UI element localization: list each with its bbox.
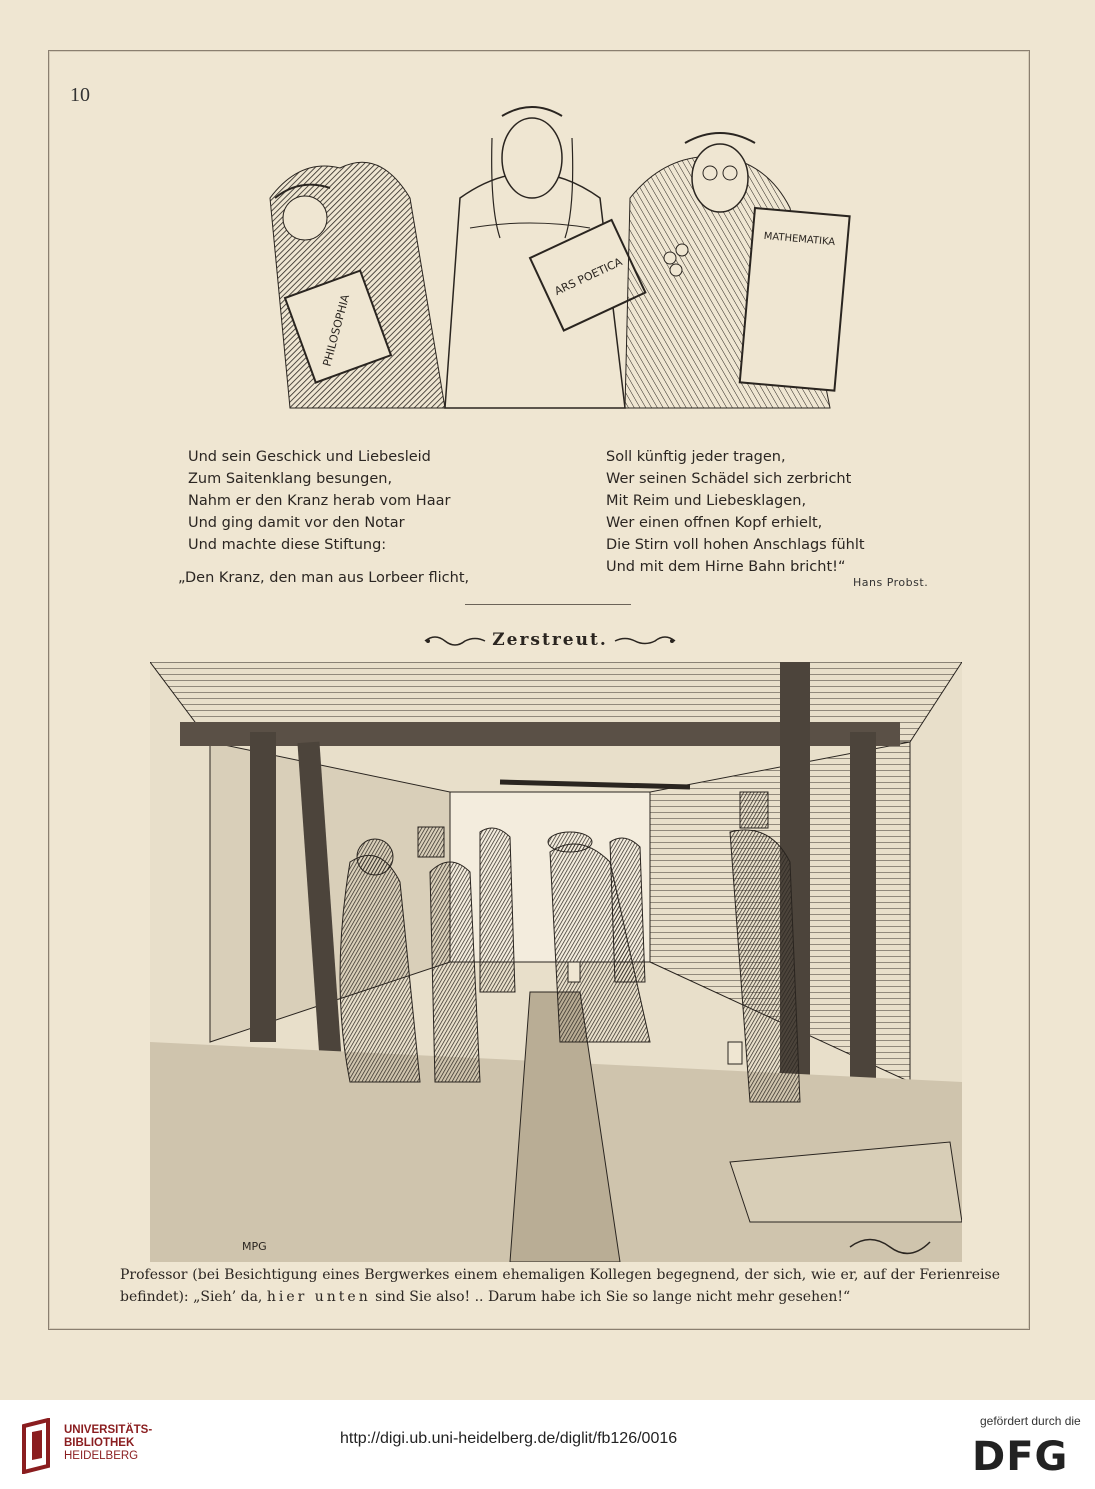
library-name-line-1: UNIVERSITÄTS- xyxy=(64,1424,153,1436)
right-ornament-icon xyxy=(610,628,680,654)
library-name-line-2: BIBLIOTHEK xyxy=(64,1437,135,1449)
poem-left-last-line: „Den Kranz, den man aus Lorbeer flicht, xyxy=(178,570,470,586)
philosopher-figure xyxy=(270,162,445,408)
dfg-logo: DFG xyxy=(972,1434,1069,1480)
mathematician-figure xyxy=(625,133,850,408)
poet-figure xyxy=(445,107,645,408)
section-heading xyxy=(420,628,670,654)
library-name-line-3: HEIDELBERG xyxy=(64,1450,139,1462)
artist-initials: MPG xyxy=(242,1240,267,1253)
left-ornament-icon xyxy=(420,628,490,654)
page-number: 10 xyxy=(70,84,90,106)
library-name xyxy=(64,1424,152,1463)
section-title: Zerstreut. xyxy=(492,630,608,650)
poem-right-column: Soll künftig jeder tragen, Wer seinen Schädel sich zerbricht Mit Reim und Liebesklagen, Wer einen offnen Kopf erhielt, Die Stirn voll hohen Anschlags fühlt Und mit dem Hirne Bahn bricht!“ xyxy=(606,449,865,575)
top-illustration xyxy=(230,88,880,418)
cartoon-caption xyxy=(120,1264,1000,1308)
poem-left-column: Und sein Geschick und Liebesleid Zum Saitenklang besungen, Nahm er den Kranz herab vom Haar Und ging damit vor den Notar Und machte diese Stiftung: xyxy=(188,449,451,553)
footer-bar xyxy=(0,1400,1095,1489)
philosophia-book-title: PHILOSOPHIA xyxy=(320,293,353,368)
caption-part-1: Professor (bei Besichtigung eines Bergwerkes einem ehemaligen Kollegen begegnend, der sich, wie er, auf der Ferienreise befindet): „Sieh’ da, xyxy=(120,1267,1000,1305)
caption-part-2: sind Sie also! .. Darum habe ich Sie so lange nicht mehr gesehen!“ xyxy=(370,1289,851,1305)
university-library-logo-icon xyxy=(18,1418,58,1474)
mathematika-book-title: MATHEMATIKA xyxy=(763,230,836,249)
ars-poetica-book-title: ARS POETICA xyxy=(552,255,625,298)
caption-emphasis: hier unten xyxy=(266,1289,371,1305)
mine-tunnel-illustration xyxy=(150,662,962,1262)
funding-label: gefördert durch die xyxy=(980,1414,1081,1428)
section-divider xyxy=(465,604,631,605)
permalink-url[interactable]: http://digi.ub.uni-heidelberg.de/diglit/fb126/0016 xyxy=(340,1430,678,1447)
poem-author: Hans Probst. xyxy=(853,576,929,589)
